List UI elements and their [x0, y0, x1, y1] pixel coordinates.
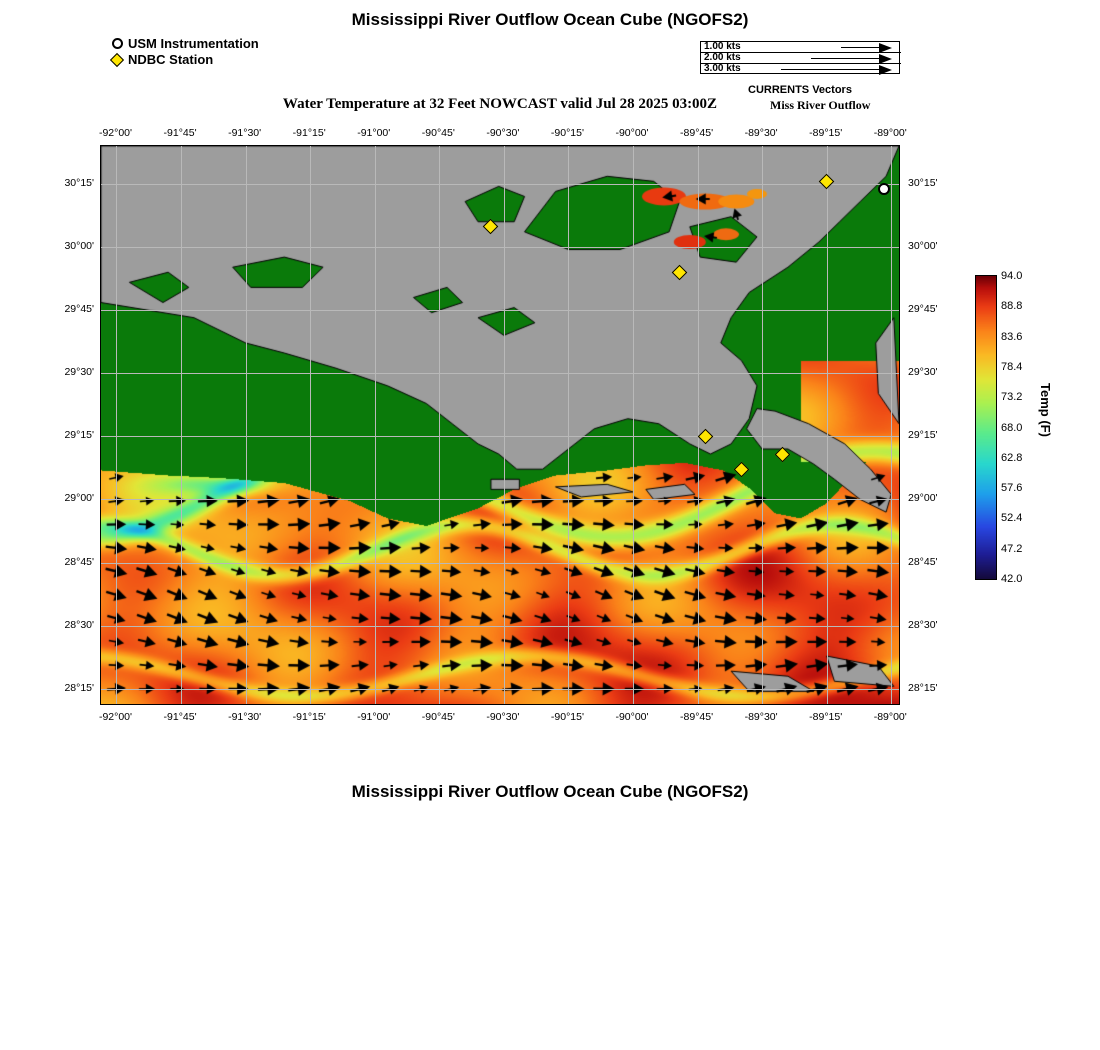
- gridline-parallel: [101, 563, 900, 564]
- axis-tick-lat-left: 29°30': [64, 366, 94, 379]
- axis-tick-lon-bottom: -89°45': [680, 711, 714, 723]
- axis-tick-lat-right: 29°00': [908, 492, 938, 505]
- gridline-meridian: [310, 146, 311, 705]
- axis-tick-lon-bottom: -90°15': [550, 711, 584, 723]
- axis-tick-lat-right: 29°45': [908, 303, 938, 316]
- legend-label-usm: USM Instrumentation: [128, 36, 259, 51]
- ndbc-station-marker[interactable]: [700, 431, 711, 442]
- diamond-marker-icon: [775, 446, 791, 462]
- axis-tick-lat-left: 30°15': [64, 176, 94, 189]
- axis-tick-lat-left: 28°30': [64, 618, 94, 631]
- axis-tick-lat-right: 28°15': [908, 681, 938, 694]
- gridline-meridian: [504, 146, 505, 705]
- axis-tick-lon-top: -89°45': [680, 127, 714, 139]
- vector-arrow-head-2: [879, 54, 892, 64]
- gridline-parallel: [101, 436, 900, 437]
- axis-tick-lon-top: -92°00': [98, 127, 133, 139]
- axis-tick-lon-top: -90°30': [486, 127, 520, 139]
- colorbar-tick-label: 83.6: [1001, 330, 1023, 343]
- axis-tick-lon-top: -91°00': [357, 127, 391, 139]
- colorbar-tick-label: 62.8: [1001, 451, 1023, 464]
- diamond-marker-icon: [672, 264, 688, 280]
- gridline-meridian: [891, 146, 892, 705]
- page-title: Mississippi River Outflow Ocean Cube (NGOFS2): [351, 10, 749, 29]
- colorbar-tick-label: 42.0: [1001, 573, 1023, 585]
- axis-tick-lon-top: -90°00': [615, 127, 649, 139]
- gridline-meridian: [762, 146, 763, 705]
- gridline-meridian: [633, 146, 634, 705]
- axis-tick-lon-bottom: -90°00': [615, 711, 649, 723]
- axis-tick-lat-left: 29°45': [64, 303, 94, 316]
- colorbar-tick-label: 52.4: [1001, 512, 1023, 525]
- vector-arrow-head-1: [879, 43, 892, 53]
- axis-tick-lon-top: -89°30': [744, 127, 778, 139]
- axis-tick-lon-top: -90°45': [421, 127, 455, 139]
- vector-key-label-3: 3.00 kts: [704, 63, 741, 74]
- gridline-meridian: [568, 146, 569, 705]
- axis-tick-lat-right: 29°30': [908, 366, 938, 379]
- axis-tick-lat-right: 28°45': [908, 555, 938, 568]
- axis-tick-lat-right: 28°30': [908, 618, 938, 631]
- axis-tick-lon-top: -91°15': [292, 127, 326, 139]
- legend-label-ndbc: NDBC Station: [128, 52, 214, 67]
- axis-tick-lon-top: -89°15': [809, 127, 843, 139]
- gridline-meridian: [116, 146, 117, 705]
- colorbar-tick-label: 68.0: [1001, 421, 1023, 434]
- axis-tick-lon-bottom: -91°30': [228, 711, 262, 723]
- map-plot-area[interactable]: [100, 145, 900, 705]
- gridline-meridian: [827, 146, 828, 705]
- chart-subtitle: Water Temperature at 32 Feet NOWCAST valid Jul 28 2025 03:00Z: [282, 96, 718, 112]
- axis-tick-lon-top: -91°45': [163, 127, 197, 139]
- vector-key-label-1: 1.00 kts: [704, 41, 741, 52]
- diamond-marker-icon: [734, 461, 750, 477]
- axis-tick-lon-top: -91°30': [228, 127, 262, 139]
- axis-tick-lat-left: 29°15': [64, 429, 94, 442]
- axis-tick-lon-bottom: -89°00': [873, 711, 907, 723]
- vector-key-label-2: 2.00 kts: [704, 52, 741, 63]
- colorbar-tick-label: 47.2: [1001, 542, 1023, 555]
- axis-tick-lon-bottom: -91°45': [163, 711, 197, 723]
- axis-tick-lon-bottom: -91°00': [357, 711, 391, 723]
- colorbar-tick-label: 94.0: [1001, 270, 1023, 282]
- circle-marker-icon: [108, 36, 126, 51]
- usm-instrumentation-marker[interactable]: [878, 183, 890, 195]
- axis-tick-lat-right: 29°15': [908, 429, 938, 442]
- gridline-parallel: [101, 310, 900, 311]
- axis-tick-lat-left: 28°45': [64, 555, 94, 568]
- ndbc-station-marker[interactable]: [821, 176, 832, 187]
- map-raster: [101, 146, 899, 704]
- colorbar-title: Temp (F): [1038, 383, 1053, 437]
- currents-caption: CURRENTS Vectors: [748, 84, 852, 96]
- diamond-marker-icon: [108, 52, 126, 67]
- vector-arrow-shaft-2: [811, 58, 881, 59]
- axis-tick-lon-bottom: -92°00': [98, 711, 133, 723]
- axis-tick-lat-right: 30°15': [908, 176, 938, 189]
- axis-tick-lon-bottom: -91°15': [292, 711, 326, 723]
- gridline-meridian: [439, 146, 440, 705]
- ndbc-station-marker[interactable]: [674, 267, 685, 278]
- axis-tick-lon-top: -89°00': [873, 127, 907, 139]
- axis-tick-lon-bottom: -89°30': [744, 711, 778, 723]
- gridline-parallel: [101, 689, 900, 690]
- circle-marker-icon: [878, 183, 890, 195]
- gridline-parallel: [101, 373, 900, 374]
- gridline-meridian: [246, 146, 247, 705]
- vector-arrow-shaft-1: [841, 47, 881, 48]
- vector-arrow-head-3: [879, 65, 892, 75]
- axis-tick-lat-left: 29°00': [64, 492, 94, 505]
- gridline-parallel: [101, 499, 900, 500]
- colorbar-tick-label: 73.2: [1001, 391, 1023, 404]
- ndbc-station-marker[interactable]: [777, 449, 788, 460]
- gridline-parallel: [101, 184, 900, 185]
- ndbc-station-marker[interactable]: [485, 221, 496, 232]
- diamond-marker-icon: [483, 219, 499, 235]
- vector-arrow-shaft-3: [781, 69, 881, 70]
- axis-tick-lat-left: 28°15': [64, 681, 94, 694]
- map-legend: [108, 36, 259, 68]
- axis-tick-lat-left: 30°00': [64, 239, 94, 252]
- gridline-parallel: [101, 626, 900, 627]
- axis-tick-lat-right: 30°00': [908, 239, 938, 252]
- axis-tick-lon-bottom: -90°45': [421, 711, 455, 723]
- legend-item-ndbc: [108, 52, 259, 67]
- diamond-marker-icon: [698, 429, 714, 445]
- gridline-meridian: [181, 146, 182, 705]
- ndbc-station-marker[interactable]: [736, 464, 747, 475]
- axis-tick-lon-bottom: -90°30': [486, 711, 520, 723]
- miss-river-outflow-label: Miss River Outflow: [770, 98, 871, 112]
- colorbar-gradient: [975, 275, 997, 580]
- bottom-title: Mississippi River Outflow Ocean Cube (NGOFS2): [351, 782, 749, 801]
- gridline-parallel: [101, 247, 900, 248]
- colorbar-tick-label: 88.8: [1001, 300, 1023, 313]
- colorbar-tick-label: 78.4: [1001, 360, 1023, 373]
- diamond-marker-icon: [819, 174, 835, 190]
- gridline-meridian: [375, 146, 376, 705]
- colorbar-tick-label: 57.6: [1001, 482, 1023, 495]
- legend-item-usm: [108, 36, 259, 51]
- axis-tick-lon-top: -90°15': [550, 127, 584, 139]
- vector-key-row-3: [701, 64, 901, 75]
- gridline-meridian: [698, 146, 699, 705]
- currents-vector-key: [700, 41, 900, 74]
- axis-tick-lon-bottom: -89°15': [809, 711, 843, 723]
